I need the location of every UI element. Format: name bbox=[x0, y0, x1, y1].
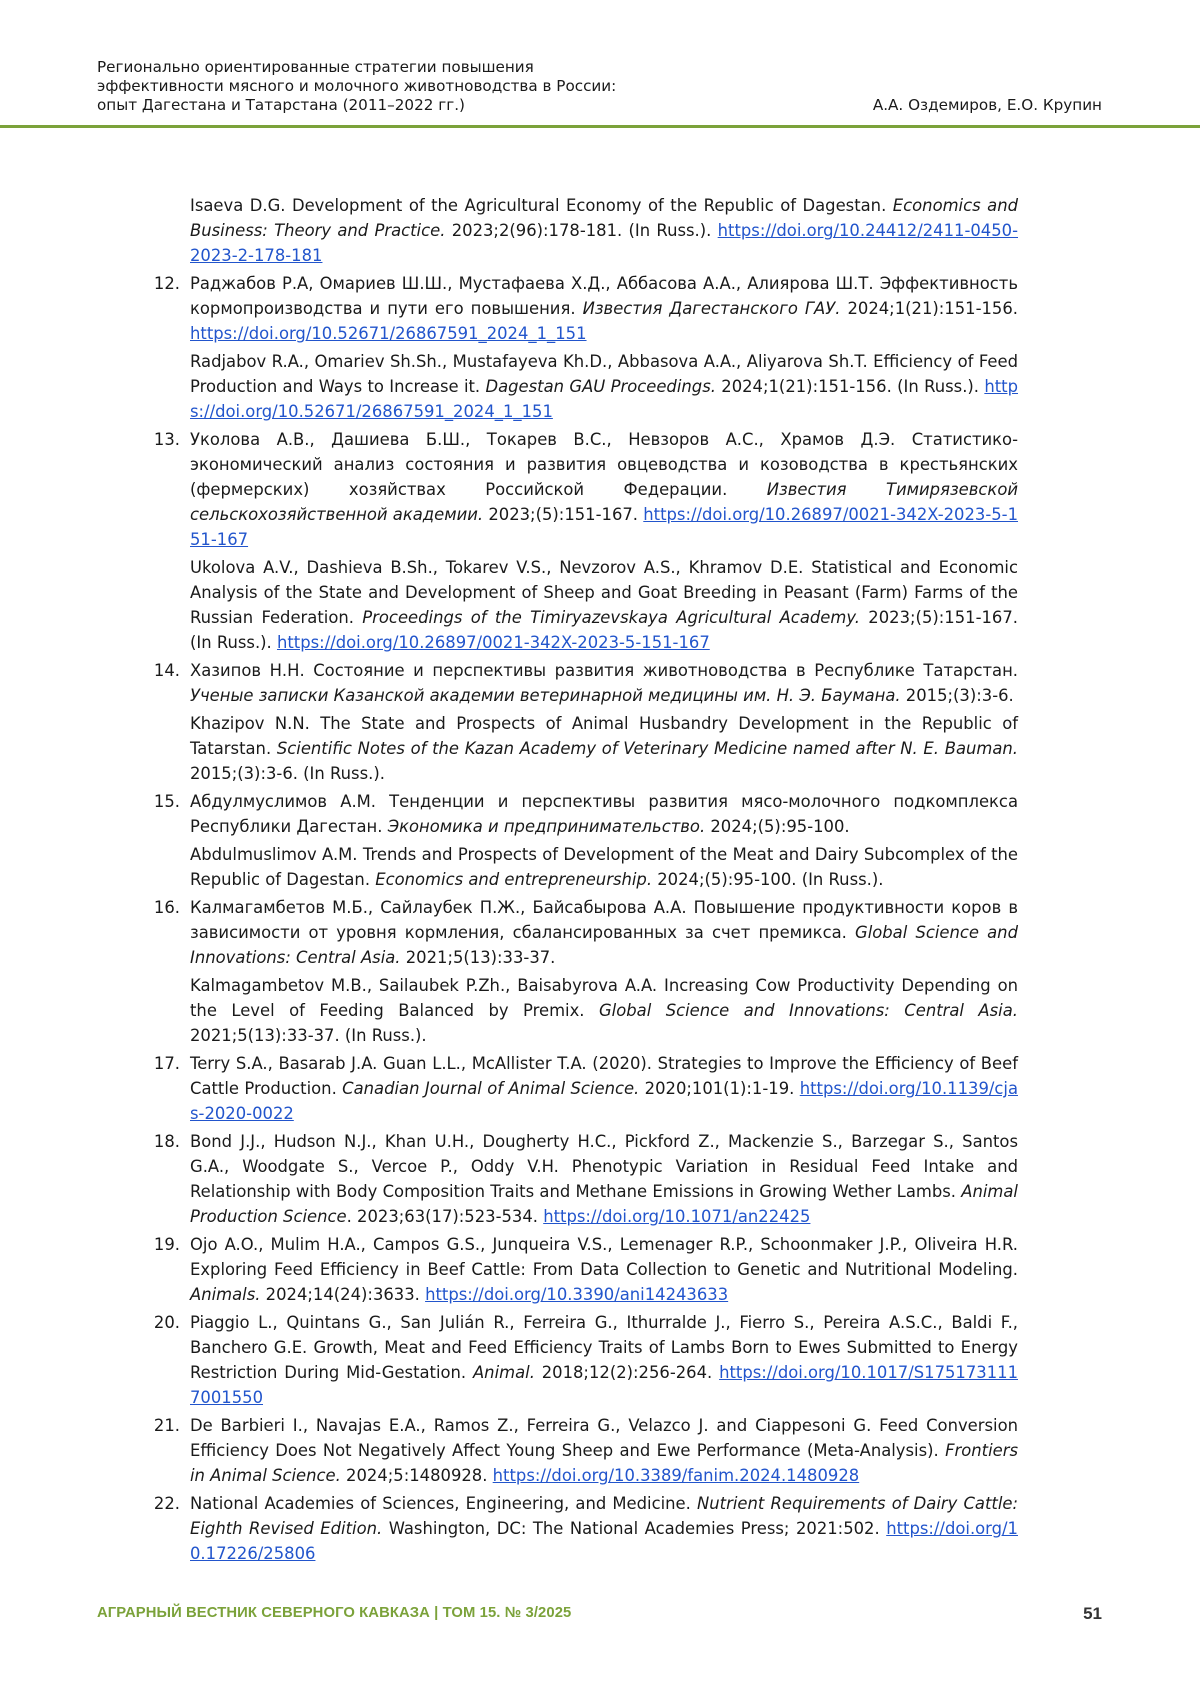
reference-translation bbox=[190, 842, 1018, 892]
reference-authors-title: Хазипов Н.Н. Состояние и перспективы развития животноводства в Республике Татарстан. bbox=[190, 661, 1018, 680]
reference-source: Proceedings of the Timiryazevskaya Agricultural Academy. bbox=[362, 608, 860, 627]
reference-details: 2024;5:1480928. bbox=[340, 1466, 493, 1485]
reference-text bbox=[190, 1413, 1018, 1488]
reference-details: Washington, DC: The National Academies Press; 2021:502. bbox=[382, 1519, 887, 1538]
reference-number: 22. bbox=[153, 1494, 180, 1513]
reference-authors-title: Ukolova A.V., Dashieva B.Sh., Tokarev V.S., Nevzorov A.S., Khramov D.E. Statistical and Economic Analysis of the State and Development of Sheep and Goat Breeding in Peasant (Farm) Farms of the Russian Federation. bbox=[190, 558, 1018, 627]
reference-number: 14. bbox=[153, 661, 180, 680]
reference-details: 2023;(5):151-167. bbox=[483, 505, 644, 524]
reference-authors-title: Radjabov R.A., Omariev Sh.Sh., Mustafayeva Kh.D., Abbasova A.A., Aliyarova Sh.T. Efficiency of Feed Production and Ways to Increase it. bbox=[190, 352, 1018, 396]
reference-item bbox=[150, 789, 1018, 892]
reference-number: 12. bbox=[153, 274, 180, 293]
reference-item bbox=[150, 658, 1018, 786]
reference-translation bbox=[190, 973, 1018, 1048]
reference-source: Dagestan GAU Proceedings. bbox=[485, 377, 716, 396]
reference-authors-title: Abdulmuslimov A.M. Trends and Prospects of Development of the Meat and Dairy Subcomplex of the Republic of Dagestan. bbox=[190, 845, 1018, 889]
reference-authors-title: Ojo A.O., Mulim H.A., Campos G.S., Junqueira V.S., Lemenager R.P., Schoonmaker J.P., Oliveira H.R. Exploring Feed Efficiency in Beef Cattle: From Data Collection to Genetic and Nutritional Modeling. bbox=[190, 1235, 1018, 1279]
reference-authors-title: Раджабов Р.А, Омариев Ш.Ш., Мустафаева Х.Д., Аббасова А.А., Алиярова Ш.Т. Эффективность кормопроизводства и пути его повышения. bbox=[190, 274, 1018, 318]
reference-text bbox=[190, 1232, 1018, 1307]
reference-list bbox=[150, 193, 1018, 1569]
reference-details: 2021;5(13):33-37. bbox=[400, 948, 556, 967]
reference-source: Scientific Notes of the Kazan Academy of Veterinary Medicine named after N. E. Bauman. bbox=[276, 739, 1018, 758]
reference-source: Animal Production Science bbox=[190, 1182, 1018, 1226]
reference-translation bbox=[190, 349, 1018, 424]
reference-source: Nutrient Requirements of Dairy Cattle: Eighth Revised Edition. bbox=[190, 1494, 1018, 1538]
header-divider bbox=[0, 125, 1200, 128]
doi-link[interactable]: https://doi.org/10.3390/ani14243633 bbox=[425, 1285, 729, 1304]
reference-details: 2018;12(2):256-264. bbox=[534, 1363, 720, 1382]
reference-translation bbox=[190, 555, 1018, 655]
doi-link[interactable]: https://doi.org/10.3389/fanim.2024.1480928 bbox=[492, 1466, 860, 1485]
reference-details: 2024;(5):95-100. bbox=[705, 817, 850, 836]
doi-link[interactable]: https://doi.org/10.52671/26867591_2024_1_151 bbox=[190, 324, 587, 343]
reference-source: Global Science and Innovations: Central Asia. bbox=[190, 923, 1018, 967]
reference-authors-title: Terry S.A., Basarab J.A. Guan L.L., McAllister T.A. (2020). Strategies to Improve the Efficiency of Beef Cattle Production. bbox=[190, 1054, 1018, 1098]
reference-authors-title: Уколова А.В., Дашиева Б.Ш., Токарев В.С., Невзоров А.С., Храмов Д.Э. Статистико-экономический анализ состояния и развития овцеводства и козоводства в крестьянских (фермерских) хозяйствах Российской Федерации. bbox=[190, 430, 1018, 499]
reference-source: Ученые записки Казанской академии ветеринарной медицины им. Н. Э. Баумана. bbox=[190, 686, 901, 705]
reference-text bbox=[190, 1051, 1018, 1126]
reference-number: 19. bbox=[153, 1235, 180, 1254]
reference-text bbox=[190, 895, 1018, 970]
reference-details: 2015;(3):3-6. (In Russ.). bbox=[190, 764, 385, 783]
reference-details: 2021;5(13):33-37. (In Russ.). bbox=[190, 1026, 427, 1045]
running-header bbox=[97, 58, 1102, 115]
reference-source: Canadian Journal of Animal Science. bbox=[342, 1079, 640, 1098]
reference-details: 2015;(3):3-6. bbox=[900, 686, 1014, 705]
reference-authors-title: Khazipov N.N. The State and Prospects of Animal Husbandry Development in the Republic of Tatarstan. bbox=[190, 714, 1018, 758]
doi-link[interactable]: https://doi.org/10.17226/25806 bbox=[190, 1519, 1018, 1563]
reference-source: Frontiers in Animal Science. bbox=[190, 1441, 1018, 1485]
reference-source: Economics and Business: Theory and Practice. bbox=[190, 196, 1018, 240]
doi-link[interactable]: https://doi.org/10.1139/cjas-2020-0022 bbox=[190, 1079, 1018, 1123]
doi-link[interactable]: https://doi.org/10.24412/2411-0450-2023-2-178-181 bbox=[190, 221, 1018, 265]
reference-translation bbox=[190, 711, 1018, 786]
page-number: 51 bbox=[1083, 1604, 1102, 1623]
reference-item bbox=[150, 193, 1018, 268]
reference-details: 2020;101(1):1-19. bbox=[639, 1079, 800, 1098]
reference-authors-title: Bond J.J., Hudson N.J., Khan U.H., Dougherty H.C., Pickford Z., Mackenzie S., Barzegar S., Santos G.A., Woodgate S., Vercoe P., Oddy V.H. Phenotypic Variation in Residual Feed Intake and Relationship with Body Composition Traits and Methane Emissions in Growing Wether Lambs. bbox=[190, 1132, 1018, 1201]
reference-source: Известия Тимирязевской сельскохозяйственной академии. bbox=[190, 480, 1019, 524]
reference-item bbox=[150, 1232, 1018, 1307]
reference-source: Global Science and Innovations: Central Asia. bbox=[598, 1001, 1018, 1020]
doi-link[interactable]: https://doi.org/10.52671/26867591_2024_1_151 bbox=[190, 377, 1018, 421]
reference-item bbox=[150, 1310, 1018, 1410]
reference-source: Animals. bbox=[190, 1285, 261, 1304]
doi-link[interactable]: https://doi.org/10.1071/an22425 bbox=[543, 1207, 811, 1226]
reference-authors-title: Kalmagambetov M.B., Sailaubek P.Zh., Baisabyrova A.A. Increasing Cow Productivity Depending on the Level of Feeding Balanced by Premix. bbox=[190, 976, 1018, 1020]
reference-source: Известия Дагестанского ГАУ. bbox=[582, 299, 841, 318]
reference-number: 16. bbox=[153, 898, 180, 917]
reference-text bbox=[190, 271, 1018, 346]
reference-details: 2024;1(21):151-156. (In Russ.). bbox=[715, 377, 985, 396]
reference-item bbox=[150, 895, 1018, 1048]
reference-text bbox=[190, 1129, 1018, 1229]
reference-details: 2023;(5):151-167. (In Russ.). bbox=[190, 608, 1018, 652]
reference-authors-title: Калмагамбетов М.Б., Сайлаубек П.Ж., Байсабырова А.А. Повышение продуктивности коров в зависимости от уровня кормления, сбалансированных за счет премикса. bbox=[190, 898, 1018, 942]
doi-link[interactable]: https://doi.org/10.1017/S1751731117001550 bbox=[190, 1363, 1018, 1407]
header-title-line: Регионально ориентированные стратегии повышения bbox=[97, 58, 534, 76]
reference-text bbox=[190, 193, 1018, 268]
reference-authors-title: De Barbieri I., Navajas E.A., Ramos Z., Ferreira G., Velazco J. and Ciappesoni G. Feed Conversion Efficiency Does Not Negatively Affect Young Sheep and Ewe Performance (Meta-Analysis). bbox=[190, 1416, 1018, 1460]
reference-number: 20. bbox=[153, 1313, 180, 1332]
reference-item bbox=[150, 1129, 1018, 1229]
reference-authors-title: Piaggio L., Quintans G., San Julián R., Ferreira G., Ithurralde J., Fierro S., Pereira A.S.C., Baldi F., Banchero G.E. Growth, Meat and Feed Efficiency Traits of Lambs Born to Ewes Submitted to Energy Restriction During Mid-Gestation. bbox=[190, 1313, 1018, 1382]
reference-authors-title: Isaeva D.G. Development of the Agricultural Economy of the Republic of Dagestan. bbox=[190, 196, 893, 215]
reference-number: 17. bbox=[153, 1054, 180, 1073]
reference-authors-title: Абдулмуслимов А.М. Тенденции и перспективы развития мясо-молочного подкомплекса Республики Дагестан. bbox=[190, 792, 1018, 836]
header-title-line: эффективности мясного и молочного животноводства в России: bbox=[97, 77, 617, 95]
reference-authors-title: National Academies of Sciences, Engineering, and Medicine. bbox=[190, 1494, 698, 1513]
reference-text bbox=[190, 658, 1018, 708]
reference-text bbox=[190, 427, 1018, 552]
reference-source: Экономика и предпринимательство. bbox=[387, 817, 706, 836]
reference-text bbox=[190, 789, 1018, 839]
reference-item bbox=[150, 1051, 1018, 1126]
reference-item bbox=[150, 427, 1018, 655]
reference-number: 21. bbox=[153, 1416, 180, 1435]
reference-item bbox=[150, 271, 1018, 424]
reference-number: 18. bbox=[153, 1132, 180, 1151]
reference-item bbox=[150, 1491, 1018, 1566]
reference-number: 13. bbox=[153, 430, 180, 449]
header-authors: А.А. Оздемиров, Е.О. Крупин bbox=[872, 96, 1102, 114]
reference-text bbox=[190, 1491, 1018, 1566]
doi-link[interactable]: https://doi.org/10.26897/0021-342X-2023-5-151-167 bbox=[190, 505, 1019, 549]
reference-details: 2024;14(24):3633. bbox=[260, 1285, 426, 1304]
reference-details: . 2023;63(17):523-534. bbox=[346, 1207, 544, 1226]
header-title-line: опыт Дагестана и Татарстана (2011–2022 гг.) bbox=[97, 96, 465, 114]
reference-item bbox=[150, 1413, 1018, 1488]
reference-text bbox=[190, 1310, 1018, 1410]
reference-details: 2023;2(96):178-181. (In Russ.). bbox=[445, 221, 718, 240]
reference-source: Animal. bbox=[472, 1363, 535, 1382]
reference-number: 15. bbox=[153, 792, 180, 811]
reference-source: Economics and entrepreneurship. bbox=[375, 870, 653, 889]
reference-details: 2024;1(21):151-156. bbox=[840, 299, 1018, 318]
reference-details: 2024;(5):95-100. (In Russ.). bbox=[652, 870, 884, 889]
footer-journal-title: АГРАРНЫЙ ВЕСТНИК СЕВЕРНОГО КАВКАЗА | ТОМ 15. № 3/2025 bbox=[97, 1605, 572, 1621]
doi-link[interactable]: https://doi.org/10.26897/0021-342X-2023-5-151-167 bbox=[276, 633, 710, 652]
